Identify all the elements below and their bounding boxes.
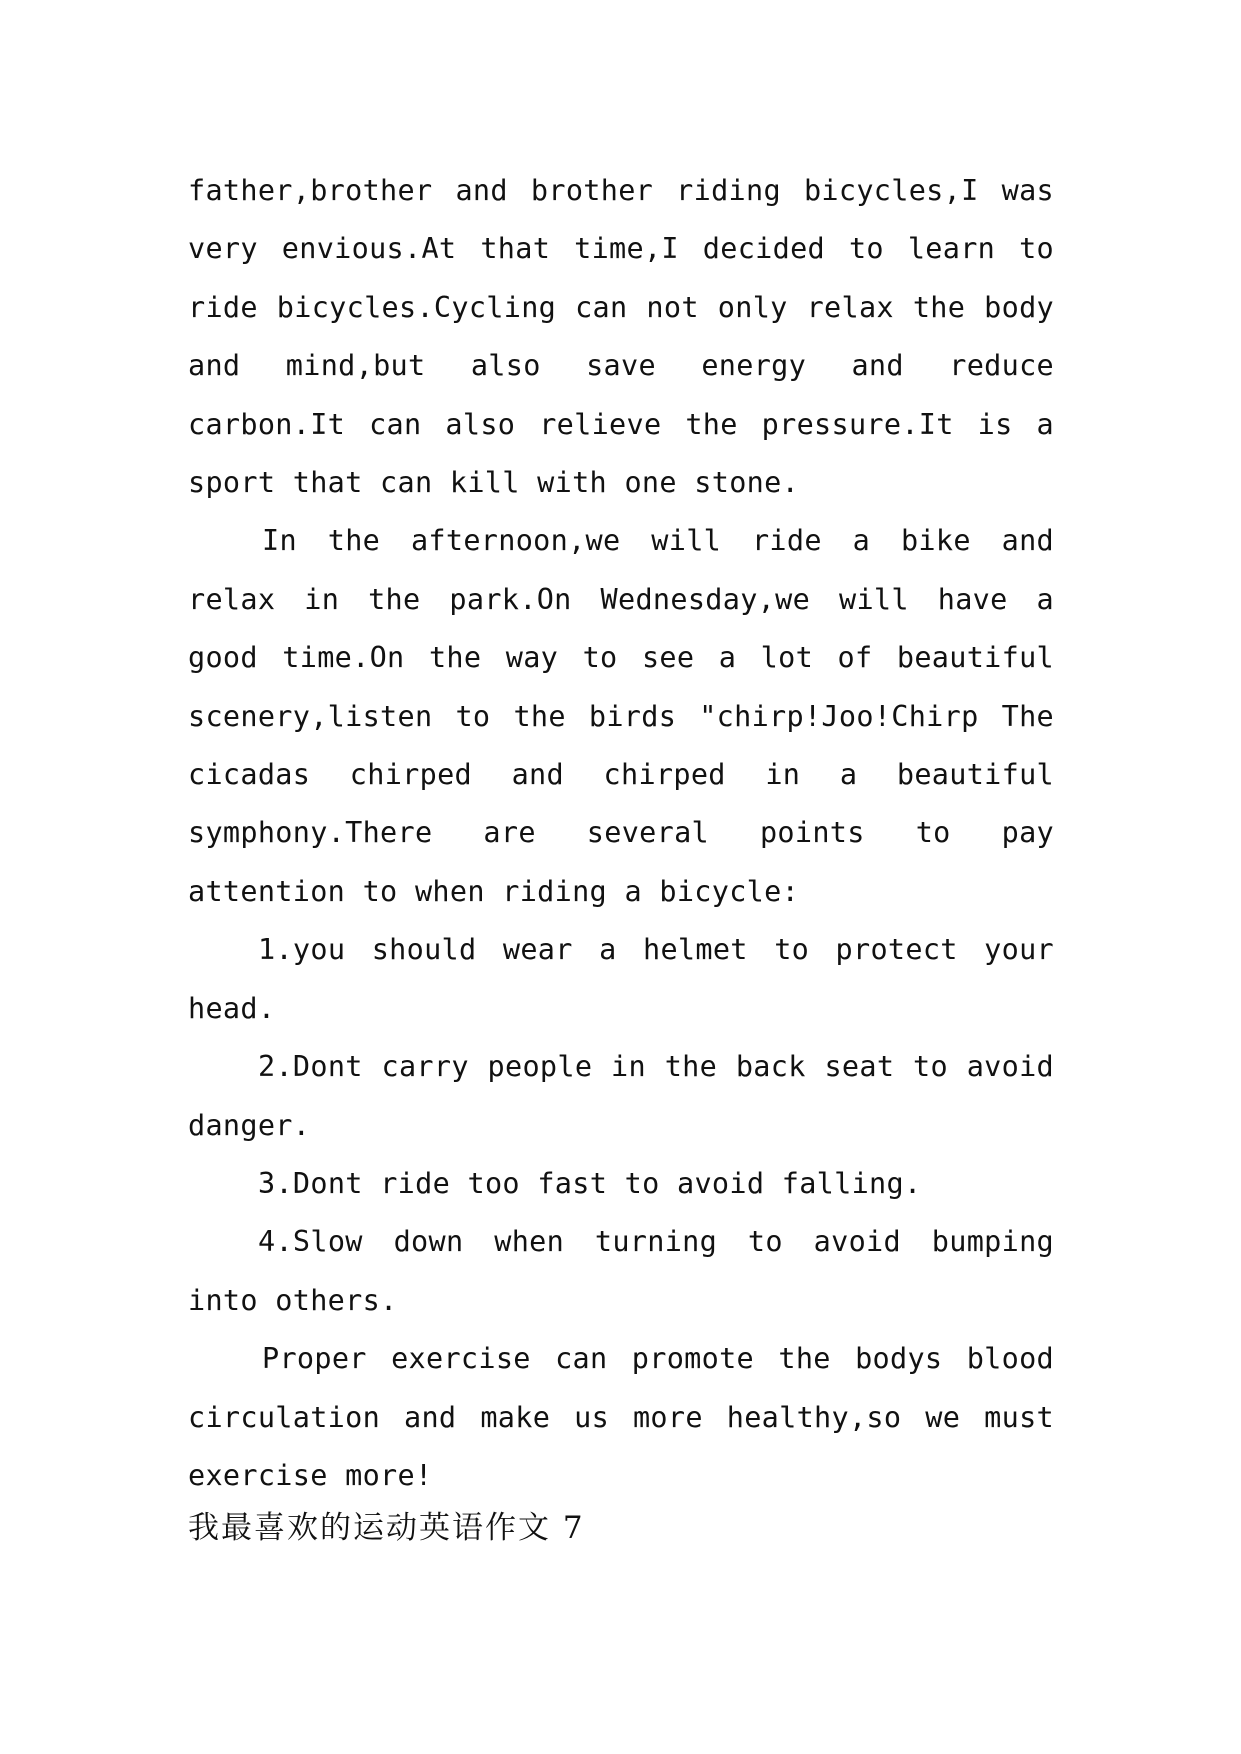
paragraph-afternoon-ride: In the afternoon,we will ride a bike and relax in the park.On Wednesday,we will have a good time.On the way to see a lot of beautiful scenery,listen to the birds "chirp!Joo!Chirp The cicadas chirped and chirped in a beautiful symphony.There are several points to pay attention to when riding a bicycle: — [188, 524, 1054, 908]
list-item-speed: 3.Dont ride too fast to avoid falling. — [258, 1166, 922, 1200]
paragraph-cycling-benefits: father,brother and brother riding bicycles,I was very envious.At that time,I decided to learn to ride bicycles.Cycling can not only relax the body and mind,but also save energy and reduce carbon.It can also relieve the pressure.It is a sport that can kill with one stone. — [188, 174, 1054, 500]
paragraph-conclusion: Proper exercise can promote the bodys blood circulation and make us more healthy,so we must exercise more! — [188, 1342, 1054, 1492]
document-body — [188, 162, 1054, 1505]
list-item-back-seat: 2.Dont carry people in the back seat to avoid danger. — [188, 1050, 1054, 1142]
list-item-helmet: 1.you should wear a helmet to protect your head. — [188, 933, 1054, 1025]
section-heading: 我最喜欢的运动英语作文 7 — [188, 1510, 585, 1546]
list-item-turning: 4.Slow down when turning to avoid bumping into others. — [188, 1225, 1054, 1317]
